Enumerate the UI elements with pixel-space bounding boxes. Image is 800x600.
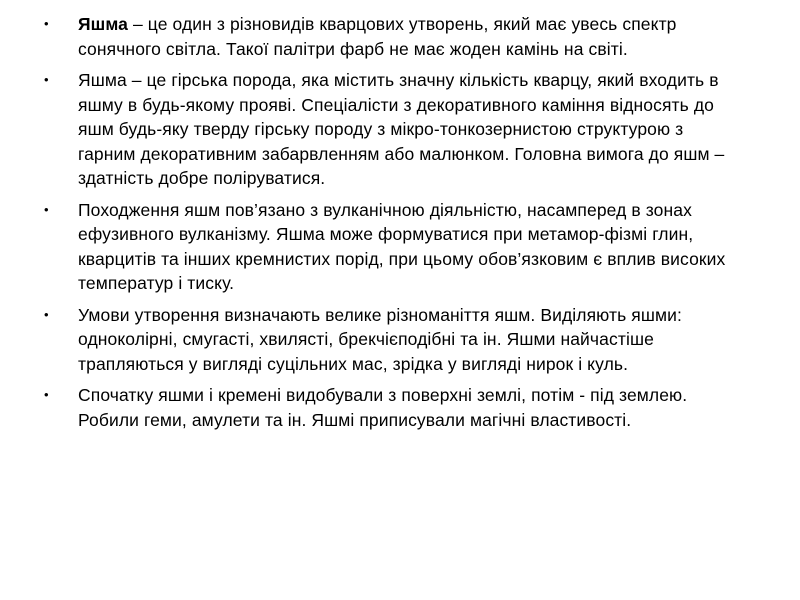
bullet-icon: • [44, 72, 49, 87]
paragraph-1-text: – це один з різновидів кварцових утворень, який має увесь спектр сонячного світла. Такої палітри фарб не має жоден камінь на світі. [78, 14, 677, 59]
paragraph-2: Яшма – це гірська порода, яка містить значну кількість кварцу, який входить в яшму в будь-якому прояві. Спеціалісти з декоративного каміння відносять до яшм будь-яку тверду гірську породу з мікро-тонкозернистою структурою з гарним декоративним забарвленням або малюнком. Головна вимога до яшм – здатність добре поліруватися. [78, 70, 725, 188]
bullet-icon: • [44, 201, 49, 217]
paragraph-1 [78, 12, 744, 61]
bullet-icon: • [44, 16, 49, 31]
paragraph-5: Спочатку яшми і кремені видобували з поверхні землі, потім - під землею. Робили геми, амулети та ін. Яшмі приписували магічні властивості. [78, 385, 688, 430]
bullet-list [44, 12, 744, 439]
list-item-4 [44, 303, 744, 377]
paragraph-3: Походження яшм пов’язано з вулканічною діяльністю, насамперед в зонах ефузивного вулканізму. Яшма може формуватися при метамор-фізмі глин, кварцитів та інших кремнистих порід, при цьому обов’язковим є вплив високих температур і тиску. [78, 199, 726, 293]
list-item-1 [44, 12, 744, 61]
paragraph-4: Умови утворення визначають велике різноманіття яшм. Виділяють яшми: одноколірні, смугасті, хвилясті, брекчієподібні та ін. Яшми найчастіше трапляються у вигляді суцільних мас, зрідка у вигляді нирок і куль. [78, 304, 682, 374]
list-item-2 [44, 68, 744, 191]
list-item-3 [44, 198, 744, 296]
list-item-5 [44, 383, 744, 432]
bullet-icon: • [44, 306, 49, 322]
bullet-icon: • [44, 387, 49, 402]
term-yashma: Яшма [78, 14, 129, 34]
